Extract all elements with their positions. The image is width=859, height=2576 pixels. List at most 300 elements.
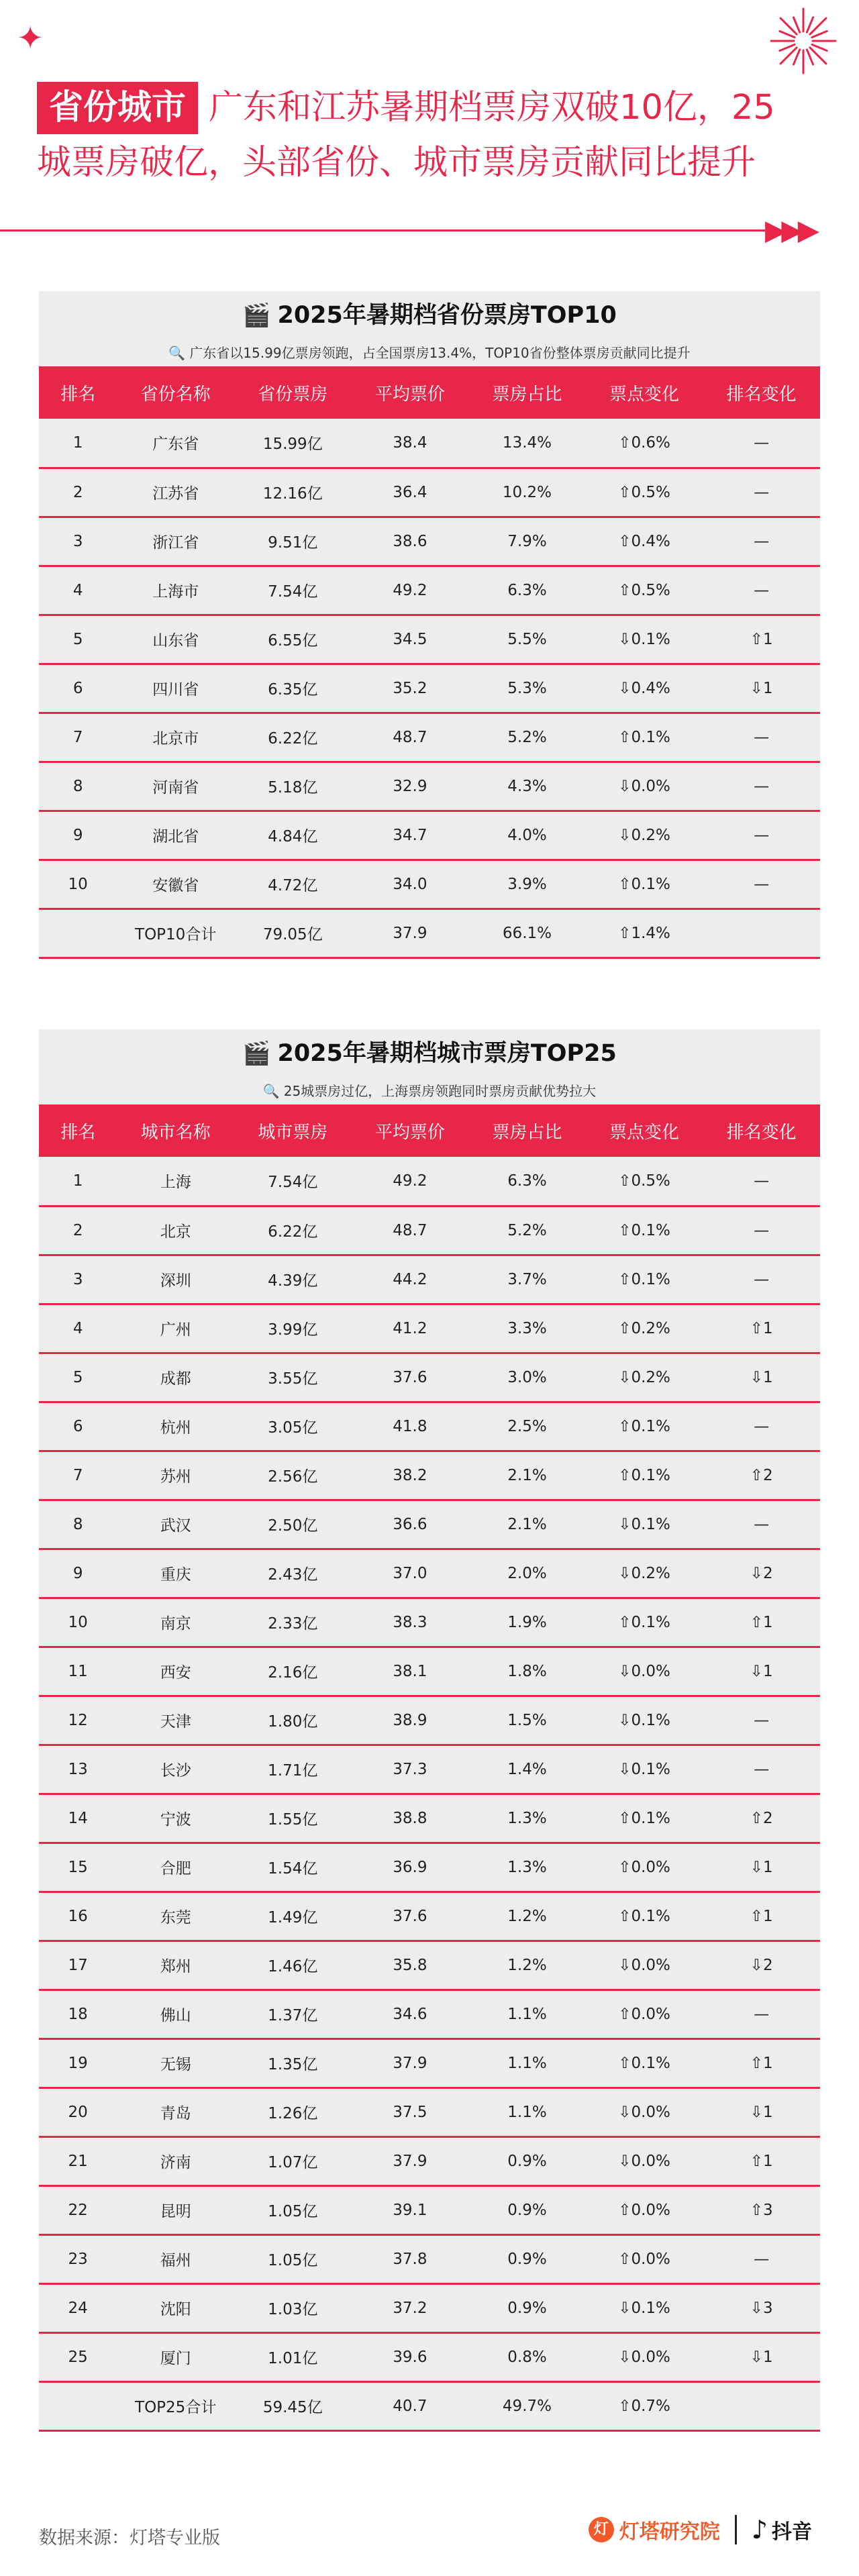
table-cell: ⇩0.0% [618, 2348, 670, 2366]
table-cell: ⇧0.1% [618, 2054, 670, 2072]
table-cell: 0.9% [507, 2250, 547, 2268]
table-cell: 37.5 [393, 2103, 427, 2121]
table-row [39, 1353, 820, 1402]
table-cell: 武汉 [160, 1517, 191, 1535]
table-cell: 37.6 [393, 1907, 427, 1925]
table-cell: ⇩0.0% [618, 2103, 670, 2121]
table-cell: 35.8 [393, 1956, 427, 1974]
table-cell: TOP10合计 [135, 926, 217, 943]
table-cell: — [754, 1270, 770, 1288]
table-cell: 38.3 [393, 1613, 427, 1631]
table-row [39, 1843, 820, 1892]
table-cell: 7.54亿 [268, 1174, 318, 1192]
table-cell: 1.3% [507, 1858, 547, 1876]
table-cell: 40.7 [393, 2397, 427, 2415]
table-cell: 37.9 [393, 924, 427, 942]
table-cell: 湖北省 [152, 828, 199, 845]
table-cell: 7 [72, 728, 83, 746]
table-row [39, 762, 820, 811]
table-cell: 2 [72, 483, 83, 501]
table-cell: 15.99亿 [262, 435, 323, 454]
table-cell: 0.9% [507, 2299, 547, 2317]
table-cell: 8 [72, 777, 83, 795]
table-cell: 4 [72, 1319, 83, 1337]
headline [37, 81, 809, 191]
city-subtitle: 25城票房过亿，上海票房领跑同时票房贡献优势拉大 [283, 1083, 597, 1099]
column-header: 城市名称 [140, 1122, 211, 1143]
douyin-icon: ♪ [751, 2515, 768, 2544]
table-cell: 深圳 [160, 1272, 191, 1290]
table-row [39, 860, 820, 909]
table-cell: 4.0% [507, 826, 547, 844]
triple-arrow-icon: ▶▶▶ [765, 213, 814, 246]
table-row [39, 2136, 820, 2185]
table-row [39, 2332, 820, 2381]
table-cell: 15 [68, 1858, 88, 1876]
table-cell: 2.1% [507, 1515, 547, 1533]
table-cell: TOP25合计 [135, 2399, 217, 2416]
table-cell: 佛山 [160, 2007, 191, 2024]
table-cell: 9 [72, 1564, 83, 1582]
table-cell: 四川省 [152, 681, 199, 699]
table-cell: 3.05亿 [268, 1419, 318, 1437]
table-cell: 3 [72, 1270, 83, 1288]
table-cell: 1.07亿 [268, 2154, 318, 2171]
table-cell: 5.2% [507, 728, 547, 746]
table-cell: ⇩0.0% [618, 1956, 670, 1974]
headline-text: 广东和江苏暑期档票房双破10亿，25城票房破亿，头部省份、城市票房贡献同比提升 [37, 88, 775, 183]
table-cell: 1.1% [507, 2054, 547, 2072]
table-cell: — [754, 1515, 770, 1533]
table-cell: 38.4 [393, 433, 427, 452]
firework-ray [807, 50, 813, 64]
table-cell: 34.5 [393, 630, 427, 648]
table-cell: 10 [68, 875, 88, 893]
table-cell: ⇧0.0% [618, 2201, 670, 2219]
table-cell: 38.6 [393, 532, 427, 550]
brand-divider [735, 2515, 737, 2544]
clapperboard-icon: 🎬 [242, 1040, 271, 1067]
table-row [39, 1451, 820, 1500]
magnifier-icon: 🔍 [168, 345, 186, 361]
table-cell: — [754, 1711, 770, 1729]
table-cell: 苏州 [160, 1468, 191, 1486]
panel-title [39, 1029, 820, 1078]
table-cell: 南京 [160, 1615, 191, 1633]
table-cell: 6.22亿 [268, 1223, 318, 1241]
table-row [39, 664, 820, 713]
column-header: 排名变化 [726, 384, 797, 405]
table-cell: 6.3% [507, 581, 547, 599]
firework-ray [780, 44, 795, 50]
province-panel [39, 291, 820, 959]
table-cell: 37.2 [393, 2299, 427, 2317]
table-cell: ⇩0.1% [618, 1515, 670, 1533]
table-cell: 37.3 [393, 1760, 427, 1778]
table-cell: — [754, 532, 770, 550]
table-cell: ⇧1.4% [618, 924, 670, 942]
panel-subtitle [39, 1078, 820, 1104]
table-cell: 38.8 [393, 1809, 427, 1827]
table-cell: ⇩2 [750, 1956, 773, 1974]
table-cell: 郑州 [160, 1958, 191, 1975]
table-cell: ⇩0.0% [618, 1662, 670, 1680]
table-cell: ⇧0.5% [618, 1172, 670, 1190]
table-cell: 48.7 [393, 728, 427, 746]
table-cell: 37.0 [393, 1564, 427, 1582]
table-cell: 2.56亿 [268, 1468, 318, 1486]
table-row [39, 811, 820, 860]
table-cell: 2.16亿 [268, 1664, 318, 1682]
table-cell: 36.9 [393, 1858, 427, 1876]
table-cell: 1.26亿 [268, 2105, 318, 2122]
table-cell: 38.2 [393, 1466, 427, 1484]
table-cell: 3.3% [507, 1319, 547, 1337]
table-cell: 3.55亿 [268, 1370, 318, 1388]
table-cell: ⇧0.0% [618, 2250, 670, 2268]
table-cell [703, 2381, 820, 2430]
table-row [39, 1304, 820, 1353]
table-cell: 12 [68, 1711, 88, 1729]
table-cell: ⇧0.1% [618, 1417, 670, 1435]
province-subtitle: 广东省以15.99亿票房领跑，占全国票房13.4%，TOP10省份整体票房贡献同比提升 [189, 345, 691, 361]
table-cell: 4.84亿 [268, 828, 318, 845]
table-cell: 天津 [160, 1713, 191, 1731]
table-cell: 6.55亿 [268, 632, 318, 650]
table-cell: 5 [72, 630, 83, 648]
table-cell: 3.0% [507, 1368, 547, 1386]
table-cell: 49.2 [393, 1172, 427, 1190]
column-header: 排名 [60, 384, 96, 405]
table-cell: ⇩1 [750, 2348, 773, 2366]
firework-ray [780, 31, 795, 37]
table-cell: 22 [68, 2201, 88, 2219]
table-cell: 20 [68, 2103, 88, 2121]
table-cell: 2 [72, 1221, 83, 1239]
table-cell: 6.22亿 [268, 730, 318, 748]
table-cell: ⇩0.1% [618, 630, 670, 648]
table-cell: — [754, 2005, 770, 2023]
firework-ray [812, 31, 827, 37]
table-cell: — [754, 1221, 770, 1239]
table-cell: — [754, 483, 770, 501]
table-cell: 重庆 [160, 1566, 191, 1584]
table-cell: 2.43亿 [268, 1566, 318, 1584]
table-cell: 12.16亿 [262, 485, 323, 503]
table-cell: — [754, 433, 770, 452]
table-cell: 1.71亿 [268, 1762, 318, 1780]
column-header: 省份名称 [140, 384, 211, 405]
column-header: 排名变化 [726, 1122, 797, 1143]
table-row [39, 713, 820, 762]
table-cell: ⇩2 [750, 1564, 773, 1582]
firework-icon [766, 4, 840, 78]
table-row [39, 468, 820, 517]
table-cell: 1.1% [507, 2103, 547, 2121]
table-cell: 66.1% [502, 924, 552, 942]
table-cell: ⇧0.1% [618, 1907, 670, 1925]
table-cell: 2.0% [507, 1564, 547, 1582]
table-cell: 1.54亿 [268, 1860, 318, 1877]
table-cell: 37.8 [393, 2250, 427, 2268]
table-cell: ⇧1 [750, 2152, 773, 2170]
table-row [39, 1549, 820, 1598]
table-cell: ⇧0.0% [618, 2005, 670, 2023]
table-cell: ⇧0.1% [618, 1221, 670, 1239]
table-cell: ⇩1 [750, 1368, 773, 1386]
table-cell: 东莞 [160, 1909, 191, 1926]
table-cell: 合肥 [160, 1860, 191, 1877]
table-cell: 福州 [160, 2252, 191, 2269]
table-row [39, 2088, 820, 2136]
table-cell: ⇧0.7% [618, 2397, 670, 2415]
douyin-logo [752, 2515, 812, 2544]
table-cell: 16 [68, 1907, 88, 1925]
table-cell: 1.8% [507, 1662, 547, 1680]
table-cell: 11 [68, 1662, 88, 1680]
table-cell: 1.49亿 [268, 1909, 318, 1926]
table-cell: 14 [68, 1809, 88, 1827]
table-row [39, 566, 820, 615]
table-cell: ⇧0.1% [618, 1466, 670, 1484]
table-cell: ⇧2 [750, 1809, 773, 1827]
table-cell: — [754, 826, 770, 844]
table-cell: 34.7 [393, 826, 427, 844]
table-cell: ⇧0.1% [618, 1809, 670, 1827]
table-cell: 4.39亿 [268, 1272, 318, 1290]
table-cell: 44.2 [393, 1270, 427, 1288]
firework-ray [793, 50, 799, 64]
table-cell: ⇩0.2% [618, 1564, 670, 1582]
table-cell: 厦门 [160, 2350, 191, 2367]
table-cell: 上海市 [152, 583, 199, 601]
table-cell: 1.37亿 [268, 2007, 318, 2024]
table-cell: 48.7 [393, 1221, 427, 1239]
province-table [39, 366, 820, 959]
table-row [39, 2381, 820, 2430]
table-cell: 21 [68, 2152, 88, 2170]
table-cell: ⇩3 [750, 2299, 773, 2317]
firework-ray [812, 44, 827, 50]
table-cell: 7 [72, 1466, 83, 1484]
table-cell: ⇧0.2% [618, 1319, 670, 1337]
table-cell: — [754, 875, 770, 893]
table-cell: 38.9 [393, 1711, 427, 1729]
table-cell: ⇧1 [750, 1907, 773, 1925]
table-cell: 1.01亿 [268, 2350, 318, 2367]
table-cell: 0.9% [507, 2152, 547, 2170]
table-cell: 34.0 [393, 875, 427, 893]
table-cell: 18 [68, 2005, 88, 2023]
table-cell: ⇩1 [750, 1858, 773, 1876]
firework-ray [793, 17, 799, 32]
table-cell: 5.18亿 [268, 779, 318, 796]
table-row [39, 1402, 820, 1451]
table-cell: ⇧0.6% [618, 433, 670, 452]
table-cell: 宁波 [160, 1811, 191, 1828]
table-cell: 沈阳 [160, 2301, 191, 2318]
table-cell: 1.35亿 [268, 2056, 318, 2073]
table-cell: 34.6 [393, 2005, 427, 2023]
douyin-label: 抖音 [772, 2520, 812, 2544]
table-row [39, 2234, 820, 2283]
table-cell: 49.7% [502, 2397, 552, 2415]
table-cell: 17 [68, 1956, 88, 1974]
column-header: 城市票房 [258, 1122, 328, 1143]
table-cell: ⇩0.2% [618, 826, 670, 844]
table-cell: ⇩0.0% [618, 2152, 670, 2170]
table-cell: 1.3% [507, 1809, 547, 1827]
table-cell: 4.3% [507, 777, 547, 795]
table-cell: 1.55亿 [268, 1811, 318, 1828]
table-cell [39, 909, 117, 958]
data-source: 数据来源：灯塔专业版 [39, 2528, 220, 2548]
table-cell: — [754, 1417, 770, 1435]
table-cell: 6 [72, 679, 83, 697]
table-cell: 广东省 [152, 435, 199, 454]
table-cell: — [754, 1172, 770, 1190]
table-cell: 1.5% [507, 1711, 547, 1729]
table-cell: 3 [72, 532, 83, 550]
table-row [39, 1647, 820, 1696]
table-cell: 38.1 [393, 1662, 427, 1680]
table-cell: 9.51亿 [268, 534, 318, 552]
table-cell: — [754, 581, 770, 599]
table-cell: ⇧0.1% [618, 1270, 670, 1288]
table-cell: 37.9 [393, 2054, 427, 2072]
table-cell: ⇩0.4% [618, 679, 670, 697]
table-cell: 13.4% [502, 433, 552, 452]
table-cell: 3.7% [507, 1270, 547, 1288]
table-cell: ⇩0.1% [618, 1760, 670, 1778]
table-row [39, 2039, 820, 2088]
city-title: 2025年暑期档城市票房TOP25 [277, 1040, 617, 1067]
table-cell: 1 [72, 433, 83, 452]
table-row [39, 1990, 820, 2039]
table-header-row [39, 366, 820, 419]
table-cell: 江苏省 [152, 485, 199, 503]
column-header: 平均票价 [374, 384, 445, 405]
table-cell: 2.1% [507, 1466, 547, 1484]
table-row [39, 517, 820, 566]
table-cell: 0.8% [507, 2348, 547, 2366]
table-cell: 西安 [160, 1664, 191, 1682]
column-header: 票房占比 [492, 1122, 562, 1143]
table-cell: 浙江省 [152, 534, 199, 552]
table-cell: 36.6 [393, 1515, 427, 1533]
dengta-logo [589, 2515, 720, 2544]
table-row [39, 1794, 820, 1843]
table-header-row [39, 1104, 820, 1157]
table-cell: 山东省 [152, 632, 199, 650]
table-row [39, 1598, 820, 1647]
table-cell: ⇧1 [750, 1613, 773, 1631]
table-cell: 9 [72, 826, 83, 844]
table-cell: 1.05亿 [268, 2252, 318, 2269]
table-cell: 4.72亿 [268, 877, 318, 894]
table-row [39, 1255, 820, 1304]
table-cell: 安徽省 [152, 877, 199, 894]
column-header: 票房占比 [492, 384, 562, 405]
table-cell: 79.05亿 [262, 926, 323, 943]
table-cell: 北京 [160, 1223, 191, 1241]
table-cell: 39.1 [393, 2201, 427, 2219]
table-cell: 13 [68, 1760, 88, 1778]
table-row [39, 2185, 820, 2234]
footer-brands [589, 2515, 812, 2544]
header-divider [0, 229, 765, 231]
table-cell: 1.4% [507, 1760, 547, 1778]
table-cell: ⇩0.2% [618, 1368, 670, 1386]
table-cell: 昆明 [160, 2203, 191, 2220]
table-cell: 济南 [160, 2154, 191, 2171]
magnifier-icon: 🔍 [262, 1083, 280, 1099]
table-cell: 37.9 [393, 2152, 427, 2170]
table-cell: ⇩0.0% [618, 777, 670, 795]
table-cell: 19 [68, 2054, 88, 2072]
table-row [39, 1500, 820, 1549]
table-cell: 青岛 [160, 2105, 191, 2122]
table-row [39, 419, 820, 468]
column-header: 排名 [60, 1122, 96, 1143]
table-row [39, 2283, 820, 2332]
table-cell [703, 909, 820, 958]
table-cell: 1.1% [507, 2005, 547, 2023]
city-table [39, 1104, 820, 2432]
table-cell: ⇩1 [750, 679, 773, 697]
table-cell: 8 [72, 1515, 83, 1533]
table-cell: 杭州 [160, 1419, 191, 1437]
table-cell: 1.80亿 [268, 1713, 318, 1731]
table-cell: 32.9 [393, 777, 427, 795]
table-cell: ⇧0.5% [618, 483, 670, 501]
table-cell: 北京市 [152, 730, 199, 748]
table-cell: 2.33亿 [268, 1615, 318, 1633]
table-cell: 成都 [160, 1370, 191, 1388]
table-cell: ⇧3 [750, 2201, 773, 2219]
table-cell: 长沙 [160, 1762, 191, 1780]
table-cell: ⇩1 [750, 1662, 773, 1680]
table-cell: — [754, 2250, 770, 2268]
table-cell: 35.2 [393, 679, 427, 697]
table-cell: 1.03亿 [268, 2301, 318, 2318]
city-panel [39, 1029, 820, 2432]
table-cell: 37.6 [393, 1368, 427, 1386]
table-cell: 无锡 [160, 2056, 191, 2073]
table-cell: ⇧0.4% [618, 532, 670, 550]
table-cell: 10 [68, 1613, 88, 1631]
panel-title [39, 291, 820, 340]
table-cell [39, 2381, 117, 2430]
table-cell: 59.45亿 [262, 2399, 323, 2416]
table-cell: 1.05亿 [268, 2203, 318, 2220]
table-cell: 41.8 [393, 1417, 427, 1435]
table-cell: 41.2 [393, 1319, 427, 1337]
table-cell: 上海 [160, 1174, 191, 1192]
table-cell: 39.6 [393, 2348, 427, 2366]
table-cell: ⇧0.1% [618, 1613, 670, 1631]
table-cell: ⇧2 [750, 1466, 773, 1484]
table-cell: 36.4 [393, 483, 427, 501]
table-cell: 2.5% [507, 1417, 547, 1435]
table-row [39, 909, 820, 958]
table-cell: 25 [68, 2348, 88, 2366]
table-cell: ⇩1 [750, 2103, 773, 2121]
table-cell: 5.2% [507, 1221, 547, 1239]
province-title: 2025年暑期档省份票房TOP10 [277, 302, 617, 329]
table-cell: 6.3% [507, 1172, 547, 1190]
table-row [39, 615, 820, 664]
